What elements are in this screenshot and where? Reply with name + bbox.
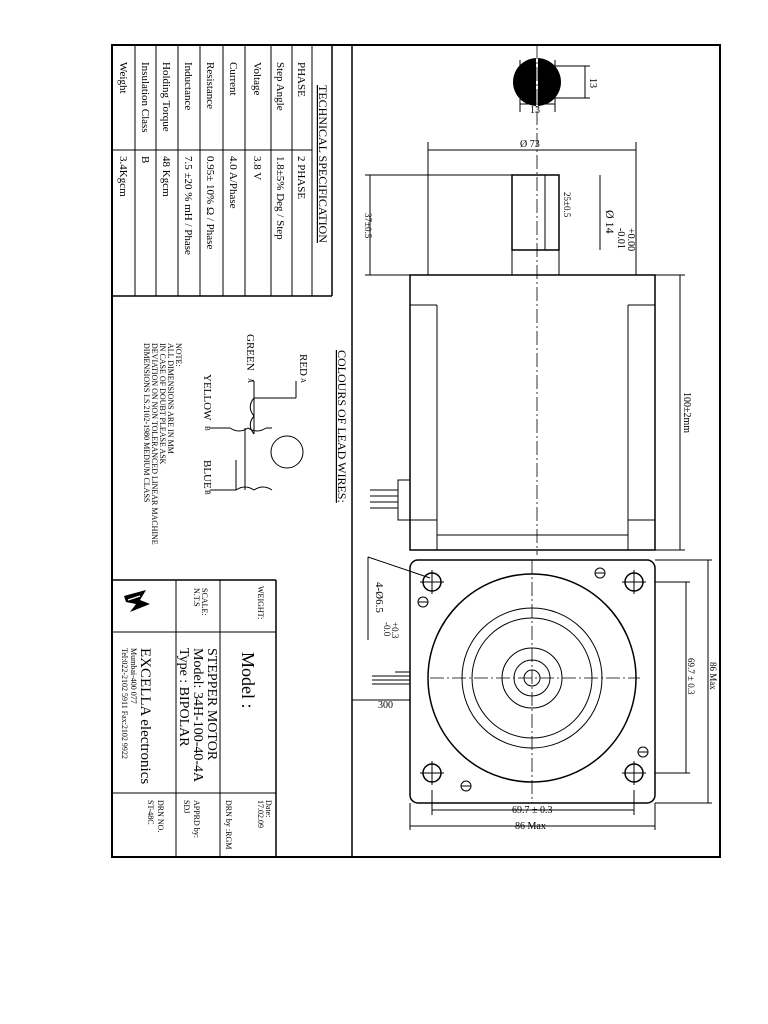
key-height-dim: 13 xyxy=(587,78,598,88)
spec-value-voltage: 3.8 V xyxy=(251,156,263,181)
spec-param-holding-torque: Holding Torque xyxy=(160,62,172,132)
mounting-flange xyxy=(410,560,655,803)
spec-value-step-angle: 1.8±5% Deg / Step xyxy=(274,156,286,240)
spec-value-inductance: 7.5 ±20 % mH / Phase xyxy=(182,156,194,255)
spec-value-resistance: 0.95± 10% Ω / Phase xyxy=(204,156,216,250)
drawing-no-label: DRN NO. xyxy=(156,800,165,833)
shaft-length-dim: 37±0.5 xyxy=(363,213,373,239)
weight-label: WEIGHT: xyxy=(256,586,265,620)
winding-phase-b xyxy=(210,428,272,490)
title-block xyxy=(112,580,276,857)
scale-label: SCALE: xyxy=(200,588,209,616)
shaft-diameter-dim: Ø 14 xyxy=(603,210,617,234)
approved-label: APPRD by: xyxy=(192,800,201,839)
spec-value-holding-torque: 48 Kgcm xyxy=(160,156,172,197)
flange-horizontal-dim: 86 Max xyxy=(515,821,546,832)
motor-body xyxy=(410,275,655,550)
company-phone: Tel:022-2102 5911 Fax:2102 9922 xyxy=(120,648,129,759)
motor-type: Type : BIPOLAR xyxy=(176,648,191,747)
hole-pitch-horizontal-dim: 69.7 ± 0.3 xyxy=(512,805,553,816)
product-name: STEPPER MOTOR xyxy=(204,648,219,761)
wire-label-blue: BLUE xyxy=(201,460,213,489)
spec-value-weight: 3.4Kgcm xyxy=(117,156,129,197)
note-line-3: IN CASE OF DOUBT PLEASE ASK xyxy=(158,343,167,465)
spec-param-step-angle: Step Angle xyxy=(274,62,286,111)
spec-param-inductance: Inductance xyxy=(182,62,194,111)
shaft xyxy=(512,175,559,250)
wire-sub-red: A xyxy=(299,378,307,384)
note-line-1: NOTE: xyxy=(174,343,183,367)
spec-param-weight: Weight xyxy=(117,62,129,94)
spec-param-voltage: Voltage xyxy=(251,62,263,96)
note-line-2: ALL DIMENSIONS ARE IN MM xyxy=(166,343,175,454)
lead-wires-heading: COLOURS OF LEAD WIRES: xyxy=(335,350,349,503)
spec-param-phase: PHASE xyxy=(295,62,307,97)
scale-value: N.T.S xyxy=(192,588,201,607)
hole-tol-upper: +0.3 xyxy=(390,622,400,639)
wire-label-green: GREEN xyxy=(244,334,256,371)
spec-value-current: 4.0 A/Phase xyxy=(227,156,239,209)
winding-phase-a xyxy=(250,381,296,434)
model-heading: Model : xyxy=(238,652,258,709)
hole-pitch-vertical-dim: 69.7 ± 0.3 xyxy=(686,658,696,695)
note-line-4: DEVIATION ON NON TOLERANCED LINEAR MACHINE xyxy=(150,343,159,545)
date-value: 17.02.09 xyxy=(256,800,265,828)
motor-side-view xyxy=(363,45,692,555)
model-number: Model: 34H-100-40-4A xyxy=(190,648,205,783)
hole-tol-lower: -0.0 xyxy=(382,622,392,637)
approved-value: SDJ xyxy=(182,800,191,814)
drawn-by: DRN by :RGM xyxy=(224,800,233,850)
wire-label-red: RED xyxy=(297,354,309,376)
flange-vertical-dim: 86 Max xyxy=(708,662,718,690)
shaft-tol-lower: -0.01 xyxy=(615,228,626,249)
company-logo xyxy=(124,590,150,612)
spec-value-insulation: B xyxy=(139,156,151,164)
spec-heading: TECHNICAL SPECIFICATION xyxy=(316,85,330,243)
key-width-dim: 13 xyxy=(530,105,540,116)
motor-front-view xyxy=(352,557,718,832)
wire-sub-yellow: B xyxy=(203,426,211,431)
drawing-note xyxy=(142,343,183,545)
shaft-cross-section xyxy=(513,56,598,116)
shaft-tol-upper: +0.00 xyxy=(625,228,636,252)
spec-param-current: Current xyxy=(227,62,239,96)
hole-spec-dim: 4-Ø6.5 xyxy=(373,582,385,613)
note-line-5: DIMENSIONS I.S.2102-1980 MEDIUM CLASS xyxy=(142,343,151,503)
wire-label-yellow: YELLOW xyxy=(201,374,213,421)
company-name: EXCELLA electronics xyxy=(137,648,153,785)
wire-sub-blue: B̄ xyxy=(203,490,211,495)
company-address: Mumbai-400 077 xyxy=(129,648,138,704)
spec-value-phase: 2 PHASE xyxy=(295,156,307,200)
body-length-dim: 100±2mm xyxy=(681,392,692,434)
spec-param-resistance: Resistance xyxy=(204,62,216,110)
lead-length-dim: 300 xyxy=(378,700,393,711)
wire-sub-green: Ā xyxy=(246,378,254,384)
drawing-no-value: ST-48C xyxy=(146,800,155,825)
date-label: Date: xyxy=(264,800,273,818)
key-length-dim: 25±0.5 xyxy=(562,192,572,218)
rotor-symbol xyxy=(271,436,303,468)
spec-table xyxy=(112,45,332,296)
spec-param-insulation: Insulation Class xyxy=(139,62,151,133)
pilot-diameter-dim: Ø 73 xyxy=(520,139,540,150)
